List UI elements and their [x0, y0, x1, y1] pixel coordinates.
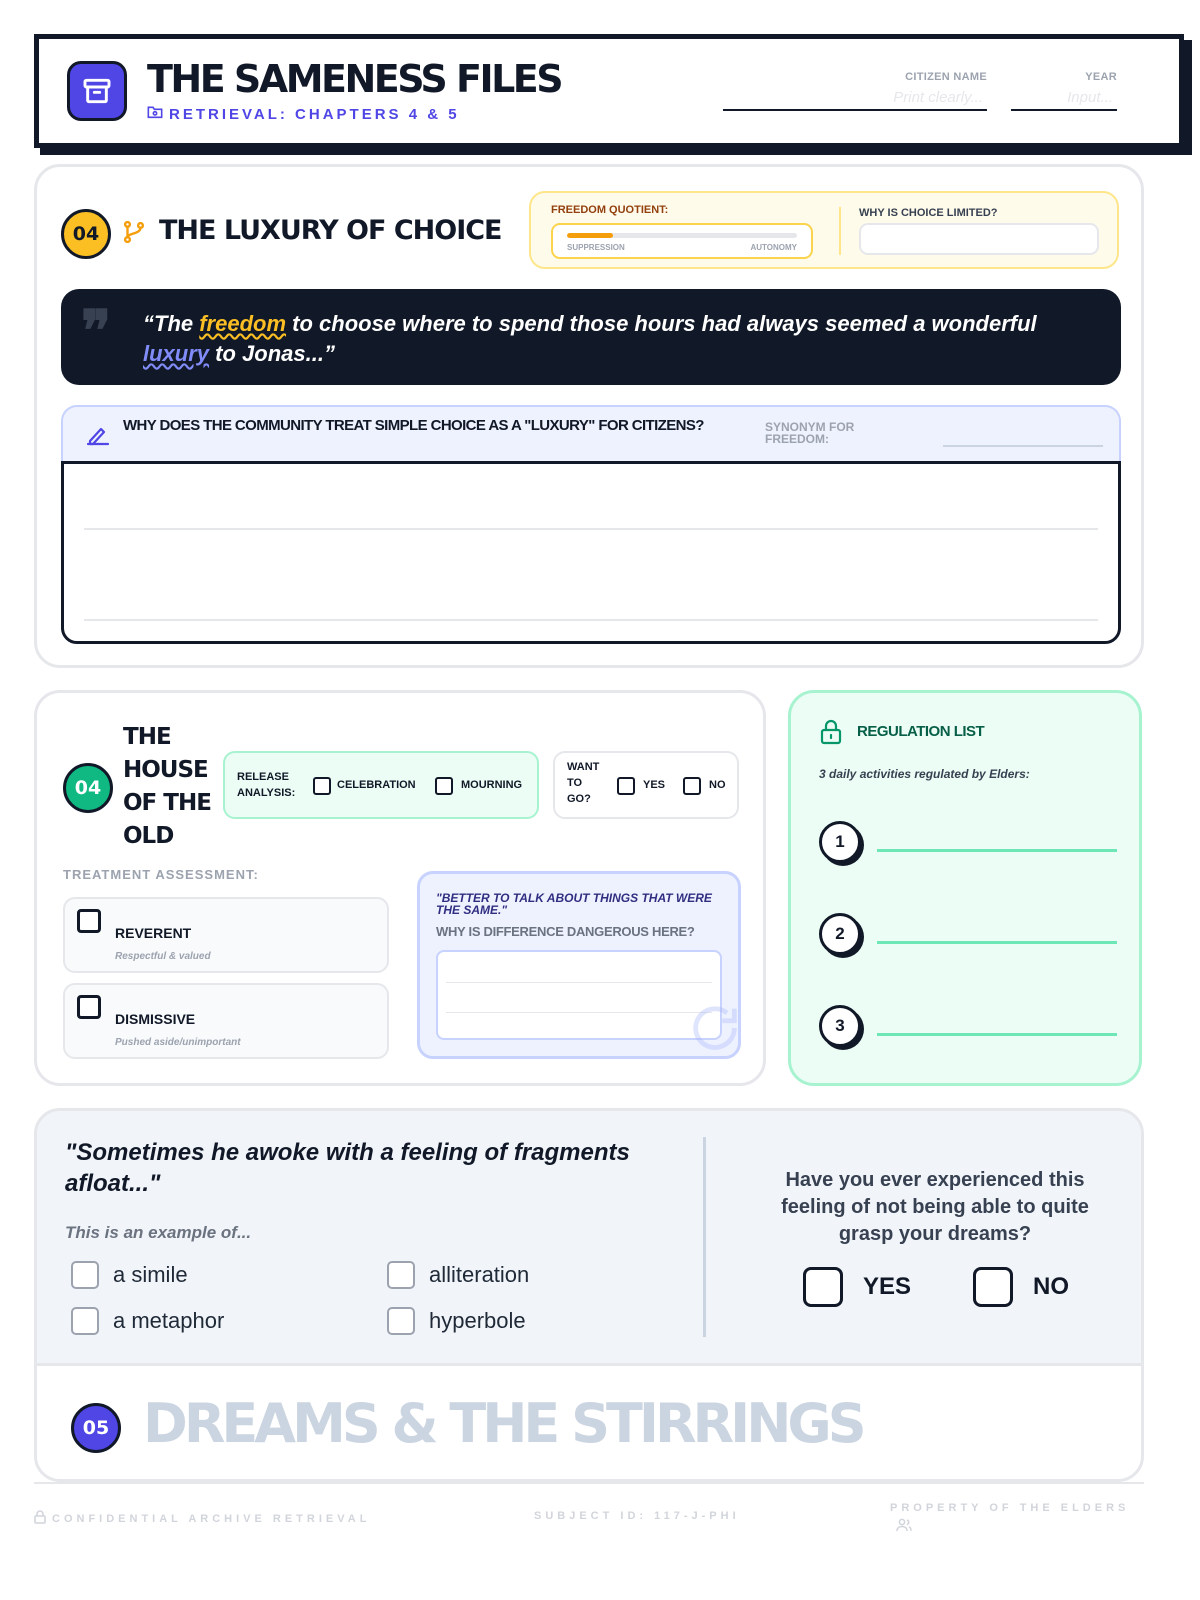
- question-header: [61, 405, 1121, 463]
- section-number-badge: 04: [61, 209, 111, 259]
- celebration-label: CELEBRATION: [337, 779, 416, 791]
- lock-icon: [819, 719, 843, 750]
- section-number-badge: 05: [71, 1403, 121, 1453]
- divider: [703, 1137, 706, 1337]
- section-title: THE LUXURY OF CHOICE: [159, 215, 502, 246]
- regulation-list-section: [788, 690, 1142, 1086]
- dismissive-checkbox[interactable]: [77, 995, 101, 1019]
- reverent-checkbox[interactable]: [77, 909, 101, 933]
- synonym-input[interactable]: [943, 445, 1103, 447]
- divider: [839, 207, 841, 255]
- option-label: a metaphor: [113, 1308, 225, 1333]
- regulation-input-3[interactable]: [877, 1033, 1117, 1036]
- lock-icon: [34, 1510, 46, 1527]
- highlight-luxury: luxury: [143, 341, 210, 366]
- fragments-section: [34, 1108, 1144, 1482]
- users-icon: [896, 1518, 1129, 1535]
- freedom-quotient-fill: [567, 233, 613, 238]
- yes-label: YES: [863, 1273, 912, 1300]
- treatment-option-dismissive[interactable]: [63, 983, 389, 1059]
- quote-part: “The: [143, 311, 200, 336]
- question-text: WHY DOES THE COMMUNITY TREAT SIMPLE CHOICE AS A "LUXURY" FOR CITIZENS?: [123, 417, 704, 434]
- example-prompt: This is an example of...: [65, 1223, 252, 1242]
- quote-icon: ❞: [81, 298, 112, 364]
- slider-min-label: SUPPRESSION: [567, 243, 625, 252]
- quote-part: to choose where to spend those hours had always seemed a wonderful: [286, 311, 1037, 336]
- footer-left: [34, 1510, 370, 1527]
- difference-question-box: [417, 871, 741, 1059]
- citizen-name-label: CITIZEN NAME: [905, 71, 987, 83]
- want-to-go-label: WANT TO GO?: [567, 761, 600, 805]
- option-description: Respectful & valued: [115, 951, 211, 962]
- writing-line: [446, 1012, 712, 1013]
- footer-left-text: CONFIDENTIAL ARCHIVE RETRIEVAL: [52, 1512, 371, 1525]
- option-description: Pushed aside/unimportant: [115, 1037, 241, 1048]
- option-name: REVERENT: [115, 925, 192, 941]
- citizen-name-group: [723, 71, 987, 111]
- want-yes-label: YES: [643, 779, 666, 791]
- quote-text: [143, 309, 1097, 369]
- regulation-input-1[interactable]: [877, 849, 1117, 852]
- want-no-checkbox[interactable]: [683, 777, 701, 795]
- year-label: YEAR: [1085, 71, 1117, 83]
- section-title: THE HOUSE OF THE OLD: [123, 724, 211, 849]
- folder-icon: [147, 105, 163, 123]
- regulation-title: REGULATION LIST: [857, 723, 985, 740]
- slider-max-label: AUTONOMY: [750, 243, 797, 252]
- quote-part: to Jonas...”: [209, 341, 335, 366]
- regulation-input-2[interactable]: [877, 941, 1117, 944]
- archive-icon: [67, 61, 127, 121]
- page-header: [34, 34, 1184, 148]
- citizen-name-field[interactable]: Print clearly...: [723, 89, 987, 111]
- option-label: alliteration: [429, 1262, 530, 1287]
- want-yes-checkbox[interactable]: [617, 777, 635, 795]
- synonym-label: SYNONYM FOR FREEDOM:: [765, 420, 855, 446]
- release-label: RELEASE ANALYSIS:: [237, 771, 296, 799]
- hyperbole-checkbox[interactable]: [387, 1307, 415, 1335]
- option-hyperbole[interactable]: [387, 1307, 526, 1335]
- dream-no-option[interactable]: [973, 1267, 1069, 1307]
- year-field[interactable]: Input...: [1011, 89, 1117, 111]
- writing-line: [446, 982, 712, 983]
- option-label: a simile: [113, 1262, 188, 1287]
- choice-limited-label: WHY IS CHOICE LIMITED?: [859, 207, 998, 219]
- item-number: 1: [819, 821, 861, 863]
- dream-yes-option[interactable]: [803, 1267, 911, 1307]
- footer-right-text: PROPERTY OF THE ELDERS: [890, 1502, 1130, 1514]
- choice-limited-input[interactable]: [859, 223, 1099, 255]
- freedom-quotient-label: FREEDOM QUOTIENT:: [551, 204, 669, 216]
- answer-area[interactable]: [61, 461, 1121, 644]
- chapter-5-title: DREAMS & THE STIRRINGS: [143, 1392, 863, 1455]
- option-simile[interactable]: [71, 1261, 188, 1289]
- simile-checkbox[interactable]: [71, 1261, 99, 1289]
- footer-right: [890, 1502, 1129, 1535]
- regulation-subtitle: 3 daily activities regulated by Elders:: [819, 767, 1030, 781]
- footer-center: SUBJECT ID: 117-J-PHI: [534, 1510, 740, 1522]
- luxury-section: [34, 164, 1144, 668]
- option-alliteration[interactable]: [387, 1261, 529, 1289]
- item-number: 3: [819, 1005, 861, 1047]
- alliteration-checkbox[interactable]: [387, 1261, 415, 1289]
- want-no-label: NO: [709, 779, 726, 791]
- quote-banner: [61, 289, 1121, 385]
- page-title: THE SAMENESS FILES: [147, 57, 562, 101]
- section-number-badge: 04: [63, 763, 113, 813]
- item-number: 2: [819, 913, 861, 955]
- chapter-5-header: [37, 1363, 1144, 1482]
- option-name: DISMISSIVE: [115, 1011, 196, 1027]
- mourning-label: MOURNING: [461, 779, 523, 791]
- refresh-icon: [686, 999, 741, 1059]
- mourning-checkbox[interactable]: [435, 777, 453, 795]
- dream-question: Have you ever experienced this feeling of not being able to quite grasp your dreams?: [781, 1169, 1089, 1245]
- quote-text: "BETTER TO TALK ABOUT THINGS THAT WERE THE SAME.": [436, 891, 712, 917]
- pen-icon: [85, 423, 111, 452]
- highlight-freedom: freedom: [199, 311, 287, 336]
- fragments-quote: "Sometimes he awoke with a feeling of fragments afloat...": [65, 1139, 630, 1197]
- house-of-old-section: [34, 690, 766, 1086]
- freedom-quotient-box: [529, 191, 1119, 269]
- no-label: NO: [1033, 1273, 1069, 1300]
- branch-icon: [121, 219, 147, 250]
- writing-line: [84, 528, 1098, 530]
- page-subtitle: [147, 105, 460, 123]
- dream-no-checkbox[interactable]: [973, 1267, 1013, 1307]
- subtitle-text: RETRIEVAL: CHAPTERS 4 & 5: [169, 105, 460, 123]
- freedom-quotient-bar: [567, 233, 797, 238]
- celebration-checkbox[interactable]: [313, 777, 331, 795]
- option-label: hyperbole: [429, 1308, 526, 1333]
- difference-answer-input[interactable]: [436, 950, 722, 1040]
- release-analysis-box: [223, 751, 539, 819]
- year-group: [1011, 71, 1117, 111]
- option-metaphor[interactable]: [71, 1307, 224, 1335]
- footer-divider: [34, 1482, 1144, 1484]
- want-to-go-box: [553, 751, 739, 819]
- question-text: WHY IS DIFFERENCE DANGEROUS HERE?: [436, 924, 695, 939]
- freedom-quotient-slider[interactable]: [551, 223, 813, 259]
- metaphor-checkbox[interactable]: [71, 1307, 99, 1335]
- treatment-label: TREATMENT ASSESSMENT:: [63, 867, 259, 882]
- dream-yes-checkbox[interactable]: [803, 1267, 843, 1307]
- writing-line: [84, 619, 1098, 621]
- treatment-option-reverent[interactable]: [63, 897, 389, 973]
